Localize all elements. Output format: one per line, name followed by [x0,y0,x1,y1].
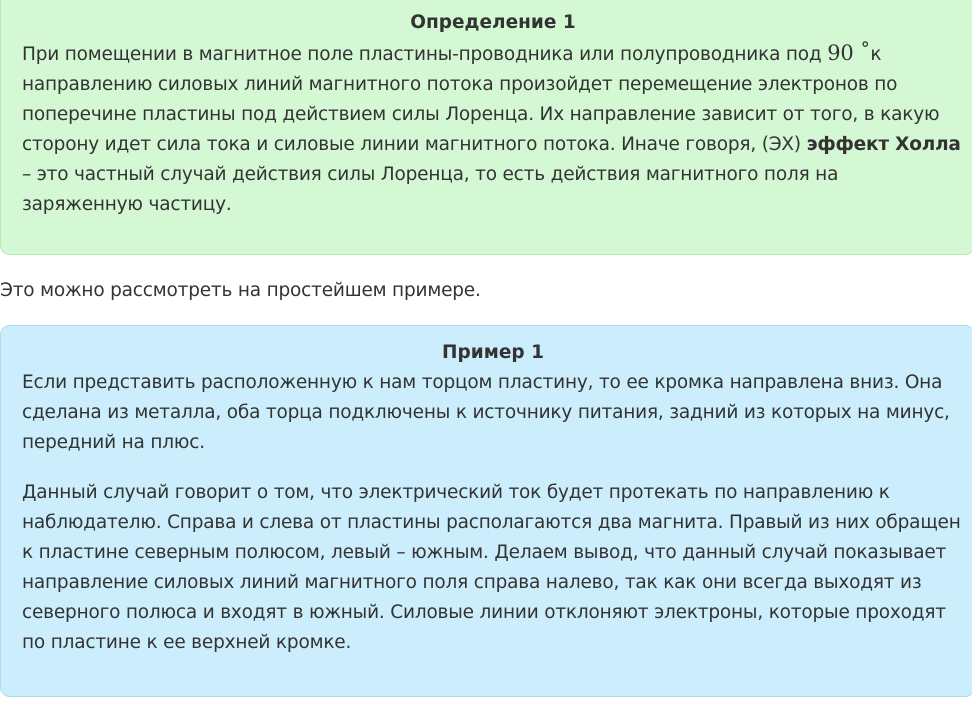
definition-text-end: – это частный случай действия силы Лоренца, то есть действия магнитного поля на заряженную частицу. [22,164,839,215]
definition-text [22,38,964,220]
definition-text-middle: к направлению силовых линий магнитного потока произойдет перемещение электронов по поперечине пластины под действием силы Лоренца. Их направление зависит от того, в какую сторону идет сила тока и силовые линии магнитного потока. Иначе говоря, (ЭХ) [22,44,940,155]
angle-formula: 90 ˚ [827,41,871,65]
definition-title: Определение 1 [410,12,576,33]
example-paragraph-2: Данный случай говорит о том, что электрический ток будет протекать по направлению к наблюдателю. Справа и слева от пластины располагаются два магнита. Правый из них обращен к пластине северным полюсом, левый – южным. Делаем вывод, что данный случай показывает направление силовых линий магнитного поля справа налево, так как они всегда выходят из северного полюса и входят в южный. Силовые линии отклоняют электроны, которые проходят по пластине к ее верхней кромке. [22,482,961,653]
definition-box [0,0,972,255]
hall-effect-term: эффект Холла [806,134,961,155]
example-box [0,325,972,697]
intro-text: Это можно рассмотреть на простейшем примере. [0,280,481,301]
definition-text-start: При помещении в магнитное поле пластины-проводника или полупроводника под [22,44,828,65]
example-paragraph-1: Если представить расположенную к нам торцом пластину, то ее кромка направлена вниз. Она сделана из металла, оба торца подключены к источнику питания, задний из которых на минус, передний на плюс. [22,372,950,453]
example-title: Пример 1 [442,342,544,363]
